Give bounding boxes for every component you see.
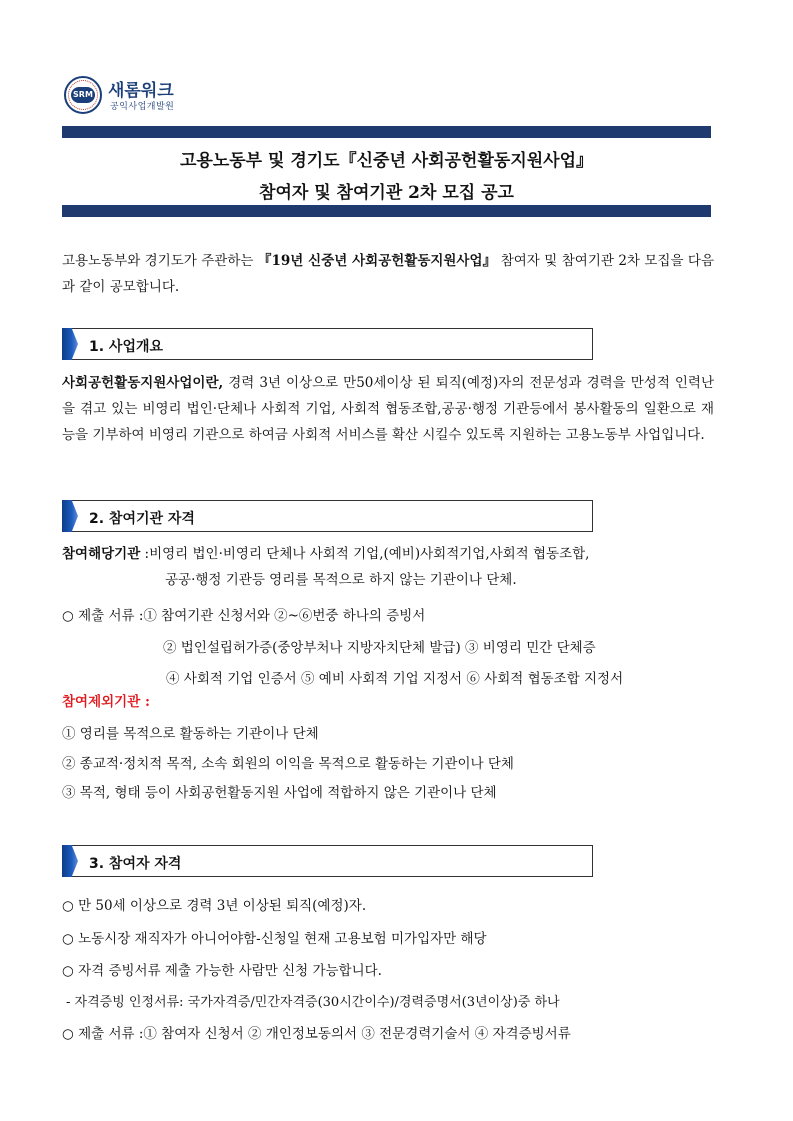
logo-name: 새롬워크 <box>108 81 174 101</box>
section-heading-label: 1. 사업개요 <box>89 339 164 355</box>
section-heading-participant-eligibility <box>62 845 593 877</box>
intro-post: 참여자 및 참여기관 2차 모집을 다음과 같이 공모합니다. <box>62 253 715 295</box>
section-arrow-icon <box>62 328 78 360</box>
eligible-text-1: :비영리 법인·비영리 단체나 사회적 기업,(예비)사회적기업,사회적 협동조합, <box>140 546 590 562</box>
eligible-text-2: 공공·행정 기관등 영리를 목적으로 하지 않는 기관이나 단체. <box>165 572 517 588</box>
logo-emblem <box>64 76 102 114</box>
participant-item: ○ 만 50세 이상으로 경력 3년 이상된 퇴직(예정)자. <box>62 898 367 914</box>
participant-item: ○ 제출 서류 :① 참여자 신청서 ② 개인정보동의서 ③ 전문경력기술서 ④ 자격증빙서류 <box>62 1026 571 1042</box>
agency-docs-line-2: ② 법인설립허가증(중앙부처나 지방자치단체 발급) ③ 비영리 민간 단체증 <box>163 640 596 656</box>
eligible-label: 참여해당기관 <box>62 546 141 562</box>
section-heading-label: 3. 참여자 자격 <box>89 856 182 872</box>
intro-highlight: 『19년 신중년 사회공헌활동지원사업』 <box>257 253 497 269</box>
logo-subtitle: 공익사업개발원 <box>110 102 175 112</box>
overview-paragraph <box>62 370 714 448</box>
page-title-line-2: 참여자 및 참여기관 2차 모집 공고 <box>259 183 514 203</box>
excluded-item: ① 영리를 목적으로 활동하는 기관이나 단체 <box>62 726 319 742</box>
excluded-agencies-label: 참여제외기관 : <box>62 694 150 710</box>
section-heading-label: 2. 참여기관 자격 <box>89 511 195 527</box>
section-arrow-icon <box>62 500 78 532</box>
agency-docs-line-3: ④ 사회적 기업 인증서 ⑤ 예비 사회적 기업 지정서 ⑥ 사회적 협동조합 지정서 <box>166 671 624 687</box>
overview-body: 경력 3년 이상으로 만50세이상 된 퇴직(예정)자의 전문성과 경력을 만성적 인력난을 겪고 있는 비영리 법인·단체나 사회적 기업, 사회적 협동조합,공공·행정 기관등에서 봉사활동의 일환으로 재능을 기부하여 비영리 기관으로 하여금 사회적 서비스를 확산 시킬수 있도록 지원하는 고용노동부 사업입니다. <box>62 375 714 443</box>
section-heading-agency-eligibility <box>62 500 593 532</box>
participant-item: ○ 자격 증빙서류 제출 가능한 사람만 신청 가능합니다. <box>62 963 382 979</box>
participant-item: ○ 노동시장 재직자가 아니어야함-신청일 현재 고용보험 미가입자만 해당 <box>62 931 487 947</box>
eligible-agencies-line <box>62 542 589 562</box>
section-heading-overview <box>62 328 593 360</box>
organization-logo <box>64 74 204 118</box>
intro-paragraph <box>62 248 714 300</box>
excluded-item: ② 종교적·정치적 목적, 소속 회원의 이익을 목적으로 활동하는 기관이나 단체 <box>62 756 514 772</box>
participant-subitem: - 자격증빙 인정서류: 국가자격증/민간자격증(30시간이수)/경력증명서(3년이상)중 하나 <box>66 995 560 1010</box>
agency-docs-line-1: ○ 제출 서류 :① 참여기관 신청서와 ②~⑥번중 하나의 증빙서 <box>62 608 426 624</box>
logo-mark: SRM <box>71 87 95 103</box>
title-bottom-bar <box>62 205 711 217</box>
excluded-item: ③ 목적, 형태 등이 사회공헌활동지원 사업에 적합하지 않은 기관이나 단체 <box>62 785 497 801</box>
intro-pre: 고용노동부와 경기도가 주관하는 <box>62 253 258 269</box>
section-arrow-icon <box>62 845 78 877</box>
page-title-line-1: 고용노동부 및 경기도『신중년 사회공헌활동지원사업』 <box>179 151 594 171</box>
overview-lead: 사회공헌활동지원사업이란, <box>62 375 224 391</box>
title-top-bar <box>62 126 711 138</box>
